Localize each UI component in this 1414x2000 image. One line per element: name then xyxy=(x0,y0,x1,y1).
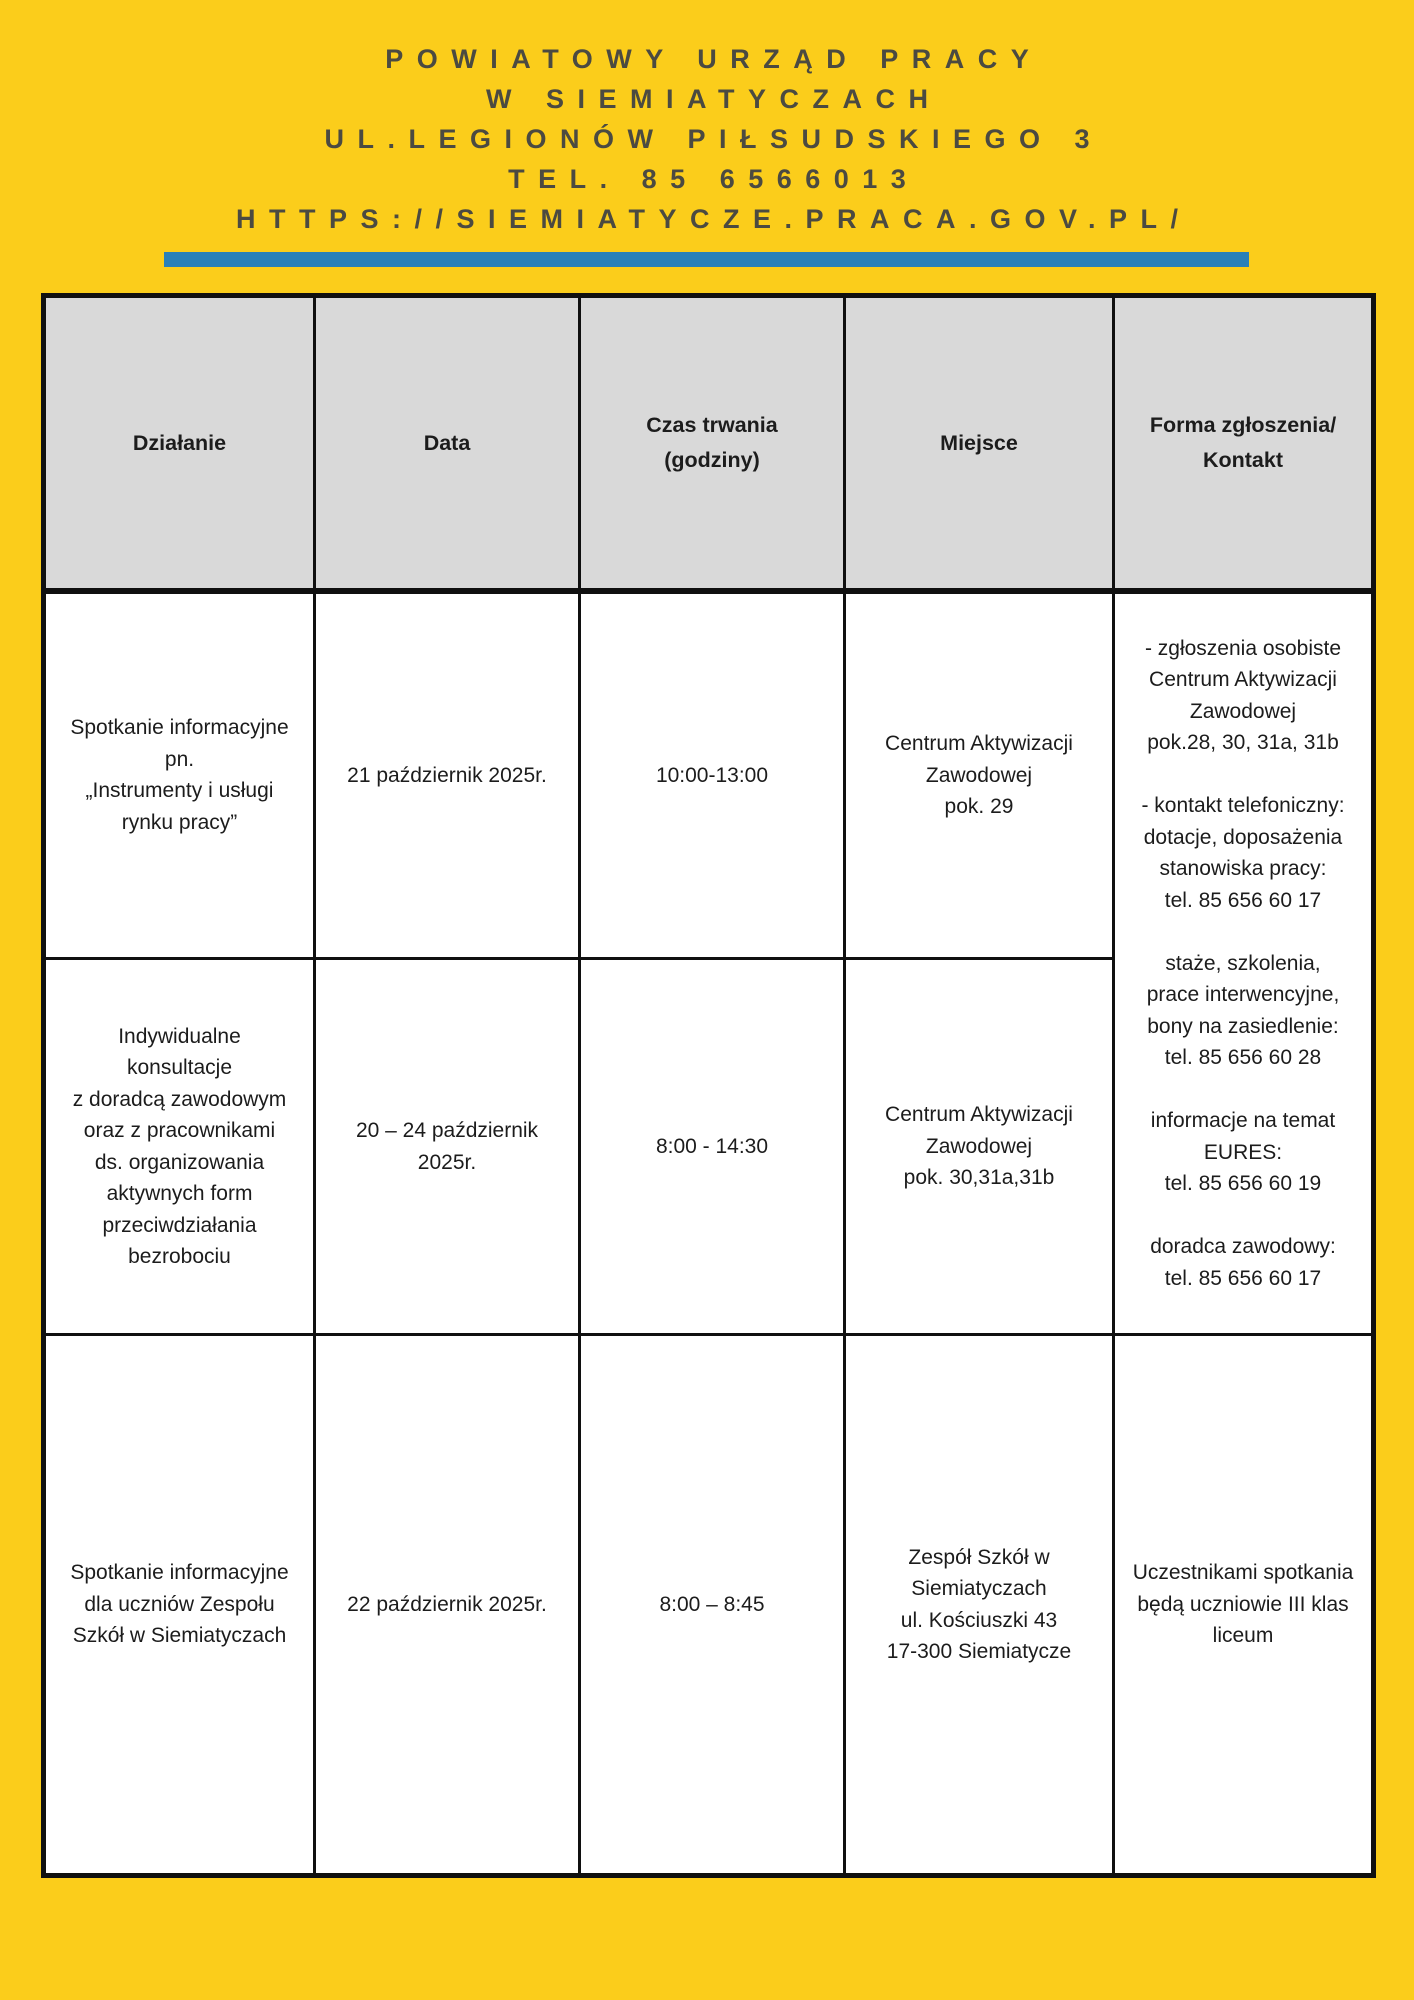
accent-divider-bar xyxy=(164,252,1249,267)
org-phone: TEL. 85 6566013 xyxy=(508,164,920,194)
col-header-data: Data xyxy=(315,296,580,591)
org-name-line-1: POWIATOWY URZĄD PRACY xyxy=(385,44,1043,74)
org-website-url: HTTPS://SIEMIATYCZE.PRACA.GOV.PL/ xyxy=(235,204,1192,234)
col-header-dzialanie: Działanie xyxy=(44,296,315,591)
cell-time: 10:00-13:00 xyxy=(580,591,845,959)
org-address: UL.LEGIONÓW PIŁSUDSKIEGO 3 xyxy=(324,124,1104,154)
cell-date: 21 październik 2025r. xyxy=(315,591,580,959)
cell-place: Centrum Aktywizacji Zawodowej pok. 30,31a,31b xyxy=(845,959,1114,1335)
table-header-row xyxy=(44,296,1374,591)
table-row xyxy=(44,591,1374,959)
cell-date: 20 – 24 październik 2025r. xyxy=(315,959,580,1335)
col-header-forma-zgloszenia: Forma zgłoszenia/ Kontakt xyxy=(1114,296,1374,591)
col-header-czas-trwania: Czas trwania (godziny) xyxy=(580,296,845,591)
cell-place: Centrum Aktywizacji Zawodowej pok. 29 xyxy=(845,591,1114,959)
cell-place: Zespół Szkół w Siemiatyczach ul. Kościuszki 43 17-300 Siemiatycze xyxy=(845,1335,1114,1876)
col-header-miejsce: Miejsce xyxy=(845,296,1114,591)
cell-activity: Spotkanie informacyjne dla uczniów Zespołu Szkół w Siemiatyczach xyxy=(44,1335,315,1876)
cell-time: 8:00 - 14:30 xyxy=(580,959,845,1335)
cell-contact-merged: - zgłoszenia osobiste Centrum Aktywizacji Zawodowej pok.28, 30, 31a, 31b - kontakt telefoniczny: dotacje, doposażenia stanowiska pracy: tel. 85 656 60 17 staże, szkolenia, prace interwencyjne, bony na zasiedlenie: tel. 85 656 60 28 informacje na temat EURES: tel. 85 656 60 19 doradca zawodowy: tel. 85 656 60 17 xyxy=(1114,591,1374,1335)
schedule-table xyxy=(41,293,1376,1878)
cell-time: 8:00 – 8:45 xyxy=(580,1335,845,1876)
cell-date: 22 październik 2025r. xyxy=(315,1335,580,1876)
header-block xyxy=(0,39,1414,239)
table-row xyxy=(44,1335,1374,1876)
cell-activity: Spotkanie informacyjne pn. „Instrumenty i usługi rynku pracy” xyxy=(44,591,315,959)
org-name-line-2: W SIEMIATYCZACH xyxy=(486,84,942,114)
cell-contact: Uczestnikami spotkania będą uczniowie III klas liceum xyxy=(1114,1335,1374,1876)
cell-activity: Indywidualne konsultacje z doradcą zawodowym oraz z pracownikami ds. organizowania aktywnych form przeciwdziałania bezrobociu xyxy=(44,959,315,1335)
